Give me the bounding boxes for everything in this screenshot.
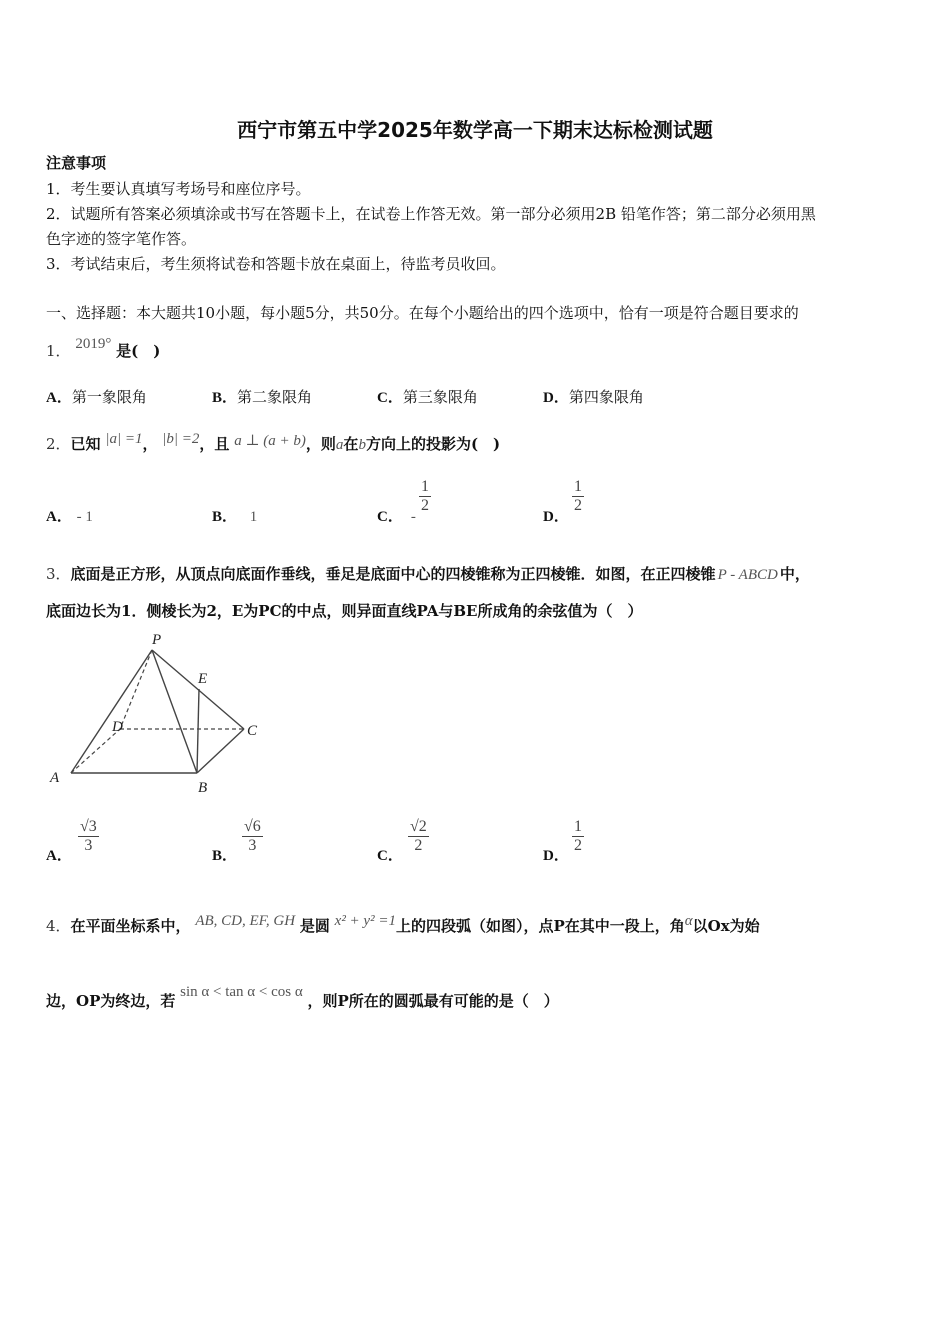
question-1-suffix: 是( ): [116, 342, 161, 360]
math-expression: |b| =2: [162, 431, 200, 447]
question-text: 底面是正方形，从顶点向底面作垂线，垂足是底面中心的四棱锥称为正四棱锥．如图，在正四棱锥: [70, 565, 716, 583]
inequality-condition: sin α < tan α < cos α: [180, 984, 303, 1000]
label-P: P: [152, 632, 162, 648]
q1-option-d: D．第四象限角: [543, 388, 644, 406]
q3-option-d-fraction: $\frac{1}{2}$: [574, 818, 582, 854]
arc-list: AB, CD, EF, GH: [195, 913, 296, 929]
question-text: ，则: [305, 435, 336, 453]
label-D: D: [112, 719, 123, 735]
angle-expression: 2019°: [75, 336, 112, 352]
question-number: 3．: [46, 565, 71, 583]
question-text: 中，: [779, 565, 810, 583]
question-text: ，则P所在的圆弧最有可能的是（ ）: [307, 992, 559, 1010]
label-A: A: [50, 770, 60, 786]
q3-option-a: A．: [46, 848, 72, 864]
q3-option-b: B．: [212, 848, 238, 864]
q2-option-a: A． - 1: [46, 509, 93, 525]
q2-option-c-fraction: $\frac{1}{2}$: [421, 478, 429, 514]
q3-option-b-fraction: $\frac{√6}{3}$: [244, 818, 261, 854]
question-text: 上的四段弧（如图），点P在其中一段上，角: [395, 917, 685, 935]
question-3-line-1: [46, 563, 810, 584]
label-E: E: [198, 671, 208, 687]
edge-PD: [120, 650, 152, 729]
math-expression: a ⊥ (a + b): [234, 433, 306, 449]
label-B: B: [198, 780, 208, 796]
question-text: 已知: [70, 435, 101, 453]
q1-option-b: B．第二象限角: [212, 388, 313, 406]
question-2: [46, 433, 500, 454]
question-4-line-2: [46, 984, 559, 1011]
q3-option-a-fraction: $\frac{√3}{3}$: [80, 818, 97, 854]
question-1: [46, 336, 161, 361]
question-number: 1．: [46, 342, 71, 360]
q1-option-c: C．第三象限角: [377, 388, 478, 406]
circle-equation: x² + y² =1: [334, 913, 396, 929]
math-expression: b: [358, 437, 366, 453]
question-text: 以Ox为始: [692, 917, 760, 935]
q3-option-d: D．: [543, 848, 569, 864]
question-text: 是圆: [299, 917, 330, 935]
q2-option-c: C． -: [377, 509, 416, 525]
notes-heading: 注意事项: [46, 154, 107, 172]
question-number: 4．: [46, 917, 71, 935]
note-item-1: 1．考生要认真填写考场号和座位序号。: [46, 180, 311, 198]
question-4-line-1: [46, 915, 760, 936]
page-title: 西宁市第五中学2025年数学高一下期末达标检测试题: [237, 118, 713, 142]
note-item-2-cont: 色字迹的签字笔作答。: [46, 230, 197, 248]
edge-BC: [197, 729, 244, 773]
q3-option-c: C．: [377, 848, 403, 864]
math-expression: P - ABCD: [717, 567, 778, 583]
question-text: 在: [343, 435, 359, 453]
q2-option-b: B． 1: [212, 509, 258, 525]
q3-option-c-fraction: $\frac{√2}{2}$: [410, 818, 427, 854]
label-C: C: [247, 723, 258, 739]
question-text: ，且: [199, 435, 230, 453]
alpha-symbol: α: [684, 913, 693, 929]
question-3-line-2: 底面边长为1．侧棱长为2，E为PC的中点，则异面直线PA与BE所成角的余弦值为（ ）: [46, 602, 643, 620]
note-item-3: 3．考试结束后，考生须将试卷和答题卡放在桌面上，待监考员收回。: [46, 255, 506, 273]
note-item-2: 2．试题所有答案必须填涂或书写在答题卡上，在试卷上作答无效。第一部分必须用2B 铅笔作答；第二部分必须用黑: [46, 205, 816, 223]
q2-option-d-fraction: $\frac{1}{2}$: [574, 478, 582, 514]
math-expression: |a| =1: [105, 431, 143, 447]
question-text: ，: [142, 435, 158, 453]
edge-PA: [71, 650, 152, 773]
q2-option-d: D．: [543, 509, 569, 525]
question-text: 方向上的投影为( ): [365, 435, 501, 453]
question-number: 2．: [46, 435, 71, 453]
segment-BE: [197, 689, 199, 773]
section-heading: 一、选择题：本大题共10小题，每小题5分，共50分。在每个小题给出的四个选项中，恰有一项是符合题目要求的: [46, 304, 799, 322]
question-text: 边，OP为终边，若: [46, 992, 176, 1010]
pyramid-figure: [44, 630, 274, 800]
math-expression: a: [335, 437, 344, 453]
question-text: 在平面坐标系中，: [70, 917, 191, 935]
q1-option-a: A．第一象限角: [46, 388, 147, 406]
